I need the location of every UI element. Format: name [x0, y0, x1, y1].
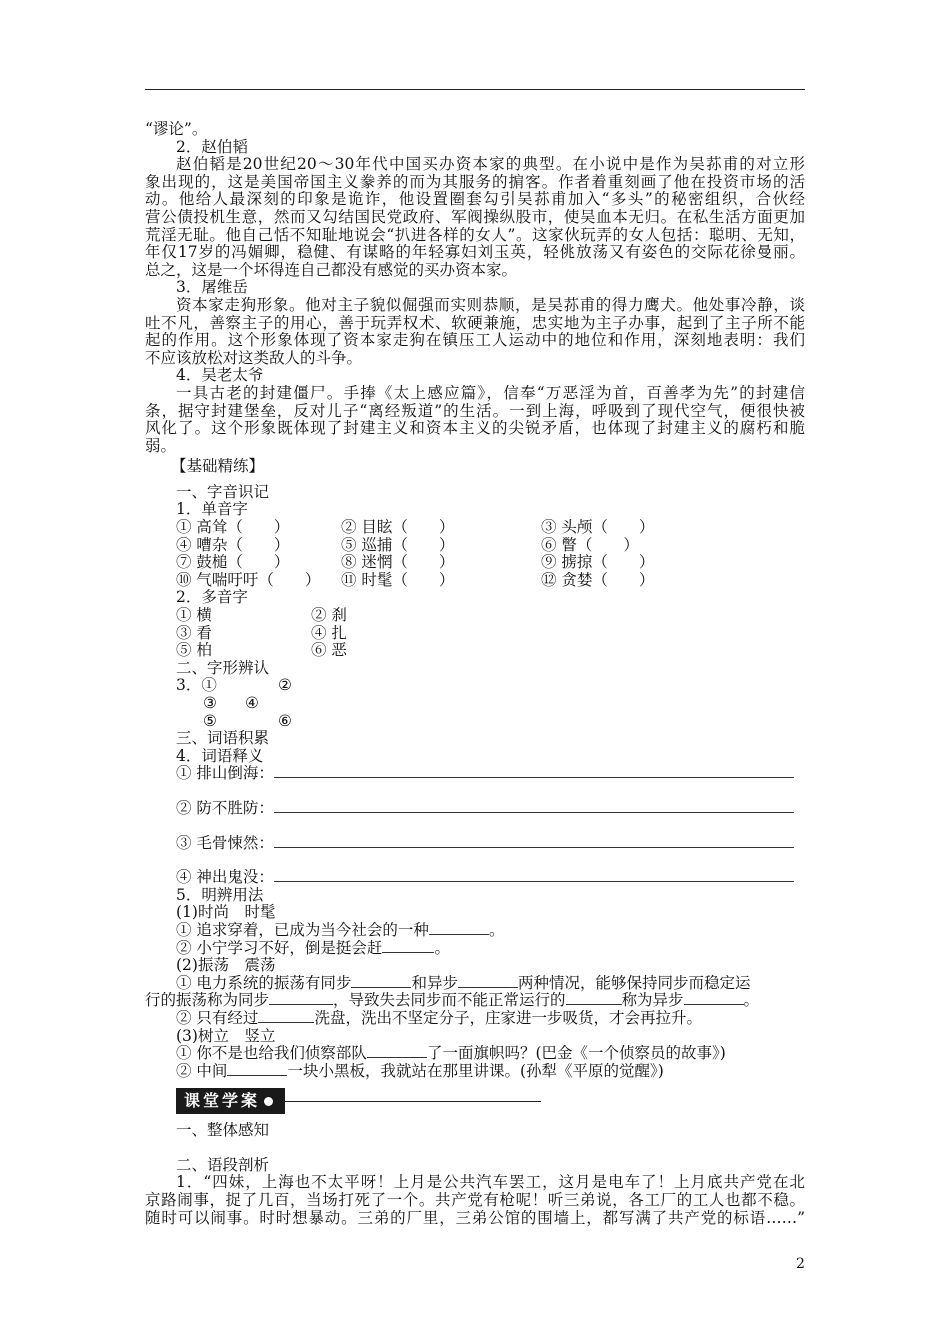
zhao-line: 象出现的，这是美国帝国主义豢养的而为其服务的掮客。作者着重刻画了他在投资市场的活	[145, 172, 805, 191]
answer-blank[interactable]	[227, 1063, 287, 1076]
answer-blank[interactable]	[458, 975, 518, 988]
definition-term: ③ 毛骨悚然：	[176, 833, 274, 852]
multi-row	[145, 607, 805, 625]
answer-blank[interactable]	[351, 975, 411, 988]
definition-term: ① 排山倒海：	[176, 764, 274, 783]
single-item: ⑤ 巡捕（ ）	[341, 535, 455, 554]
banner-rule	[285, 1101, 541, 1102]
g3-heading: (3)树立 竖立	[176, 1026, 276, 1045]
classroom-section-banner	[145, 1086, 805, 1116]
single-item: ② 目眩（ ）	[341, 518, 455, 537]
bullet-icon	[264, 1097, 273, 1106]
zhao-heading: 2．赵伯韬	[176, 137, 248, 156]
passage-line: 京路闹事，捉了几百，当场打死了一个。共产党有枪呢！听三弟说，各工厂的工人也都不稳。	[145, 1191, 805, 1210]
passage-line: 1．“四妹，上海也不太平呀！上月是公共汽车罢工，这月是电车了！上月底共产党在北	[176, 1173, 805, 1192]
g3-sentence: ① 你不是也给我们侦察部队 了一面旗帜吗？(巴金《一个侦察员的故事》)	[176, 1044, 726, 1063]
single-item: ① 高耸（ ）	[176, 518, 290, 537]
wu-line: 风化了。这个形象既体现了封建主义和资本主义的尖锐矛盾，也体现了封建主义的腐朽和脆	[145, 419, 805, 438]
single-row	[145, 519, 805, 537]
answer-blank[interactable]	[258, 1010, 314, 1023]
q3-item: ⑤	[203, 711, 217, 730]
single-row	[145, 554, 805, 572]
single-item: ⑥ 瞥（ ）	[541, 535, 639, 554]
multi-item: ② 刹	[311, 606, 347, 625]
zhao-line: 总之，这是一个坏得连自己都没有感觉的买办资本家。	[145, 260, 518, 279]
q3-item: ⑥	[278, 711, 292, 730]
part2-heading: 二、字形辨认	[176, 658, 270, 677]
g2-sentence: ② 只有经过 洗盘，洗出不坚定分子，庄家进一步吸货，才会再拉升。	[176, 1008, 702, 1027]
single-row	[145, 572, 805, 590]
tu-line: 资本家走狗形象。他对主子貌似倔强而实则恭顺，是吴荪甫的得力鹰犬。他处事冷静，谈	[176, 295, 805, 314]
answer-blank[interactable]	[269, 992, 333, 1005]
definition-item	[145, 869, 805, 887]
q2-heading: 2．多音字	[176, 588, 248, 607]
answer-blank[interactable]	[382, 940, 434, 953]
definition-term: ② 防不胜防：	[176, 798, 274, 817]
definition-item	[145, 800, 805, 818]
single-row	[145, 537, 805, 555]
answer-blank[interactable]	[566, 992, 622, 1005]
zhao-line: 荒淫无耻。他自己恬不知耻地说会“扒进各样的女人”。这家伙玩弄的女人包括：聪明、无知，	[145, 225, 805, 244]
g2-heading: (2)振荡 震荡	[176, 956, 276, 975]
g1-sentence: ① 追求穿着，已成为当今社会的一种 。	[176, 920, 505, 939]
multi-item: ④ 扎	[311, 623, 347, 642]
single-item: ⑪ 时髦（ ）	[341, 570, 455, 589]
single-item: ⑦ 鼓槌（ ）	[176, 553, 290, 572]
zhao-line: 年仅17岁的冯媚卿，稳健、有谋略的年轻寡妇刘玉英，轻佻放荡又有姿色的交际花徐曼丽。	[145, 243, 805, 262]
multi-item: ⑤ 柏	[176, 641, 212, 660]
zhao-line: 赵伯韬是20世纪20～30年代中国买办资本家的典型。在小说中是作为吴荪甫的对立形	[176, 155, 805, 174]
q3-item: ④	[245, 694, 259, 712]
answer-blank[interactable]	[429, 922, 489, 935]
answer-blank[interactable]	[274, 765, 794, 778]
multi-item: ③ 看	[176, 623, 212, 642]
answer-blank[interactable]	[274, 800, 794, 813]
q3-item: ③	[203, 694, 217, 712]
multi-row	[145, 642, 805, 660]
classroom-part2: 二、语段剖析	[176, 1155, 270, 1174]
single-item: ⑩ 气喘吁吁（ ）	[176, 570, 321, 589]
g1-heading: (1)时尚 时髦	[176, 903, 276, 922]
multi-row	[145, 625, 805, 643]
answer-blank[interactable]	[274, 835, 794, 848]
part3-heading: 三、词语积累	[176, 729, 270, 748]
tu-line: 起的作用。这个形象体现了资本家走狗在镇压工人运动中的地位和作用，深刻地表明：我们	[145, 331, 805, 350]
multi-item: ① 横	[176, 606, 212, 625]
wu-line: 条，据守封建堡垒，反对儿子“离经叛道”的生活。一到上海，呼吸到了现代空气，便很快被	[145, 401, 805, 420]
header-rule	[145, 89, 805, 90]
zhao-line: 营公债投机生意，然而又勾结国民党政府、军阀操纵股市，使吴血本无归。在私生活方面更加	[145, 207, 805, 226]
single-item: ⑫ 贪婪（ ）	[541, 570, 655, 589]
q3-row	[145, 713, 805, 731]
multi-item: ⑥ 恶	[311, 641, 347, 660]
q3-row	[145, 695, 805, 713]
definition-item	[145, 765, 805, 783]
q4-heading: 4．词语释义	[176, 746, 264, 765]
single-item: ⑧ 迷惘（ ）	[341, 553, 455, 572]
document-body	[145, 121, 805, 1227]
page-number: 2	[796, 1256, 805, 1272]
single-item: ⑨ 掳掠（ ）	[541, 553, 655, 572]
answer-blank[interactable]	[367, 1045, 427, 1058]
zhao-line: 动。他给人最深刻的印象是诡诈，他设置圈套勾引吴荪甫加入“多头”的秘密组织，合伙经	[145, 190, 805, 209]
answer-blank[interactable]	[274, 869, 794, 882]
q5-heading: 5．明辨用法	[176, 885, 264, 904]
definition-item	[145, 835, 805, 853]
single-item: ③ 头颅（ ）	[541, 518, 655, 537]
tu-line: 吐不凡，善察主子的用心，善于玩弄权术、软硬兼施，忠实地为主子办事，起到了主子所不能	[145, 313, 805, 332]
q3-item: 3．①	[176, 676, 217, 695]
practice-title: 【基础精练】	[171, 457, 265, 476]
tu-line: 不应该放松对这类敌人的斗争。	[145, 348, 363, 367]
definition-term: ④ 神出鬼没：	[176, 868, 274, 887]
classroom-banner-title: 课堂学案	[184, 1091, 261, 1111]
g2-sentence: ① 电力系统的振荡有同步 和异步 两种情况，能够保持同步而稳定运	[176, 973, 751, 992]
wu-heading: 4．吴老太爷	[176, 366, 264, 385]
single-item: ④ 嘈杂（ ）	[176, 535, 290, 554]
classroom-part1: 一、整体感知	[176, 1121, 270, 1140]
q3-row	[145, 677, 805, 695]
intro-miulun: “谬论”。	[145, 120, 208, 138]
g3-sentence: ② 中间 一块小黑板，我就站在那里讲课。(孙犁《平原的觉醒》)	[176, 1061, 664, 1080]
tu-heading: 3．屠维岳	[176, 278, 248, 297]
part1-heading: 一、字音识记	[176, 482, 270, 501]
answer-blank[interactable]	[684, 992, 744, 1005]
classroom-banner-box	[176, 1088, 285, 1114]
passage-line: 随时可以闹事。时时想暴动。三弟的厂里，三弟公馆的围墙上，都写满了共产党的标语……”	[145, 1208, 805, 1227]
wu-line: 一具古老的封建僵尸。手捧《太上感应篇》，信奉“万恶淫为首，百善孝为先”的封建信	[176, 383, 805, 402]
q1-heading: 1．单音字	[176, 500, 248, 519]
g1-sentence: ② 小宁学习不好，倒是挺会赶 。	[176, 938, 450, 957]
wu-line: 弱。	[145, 436, 177, 455]
q3-item: ②	[278, 676, 292, 695]
g2-sentence-cont: 行的振荡称为同步 ，导致失去同步而不能正常运行的 称为异步 。	[145, 991, 760, 1010]
